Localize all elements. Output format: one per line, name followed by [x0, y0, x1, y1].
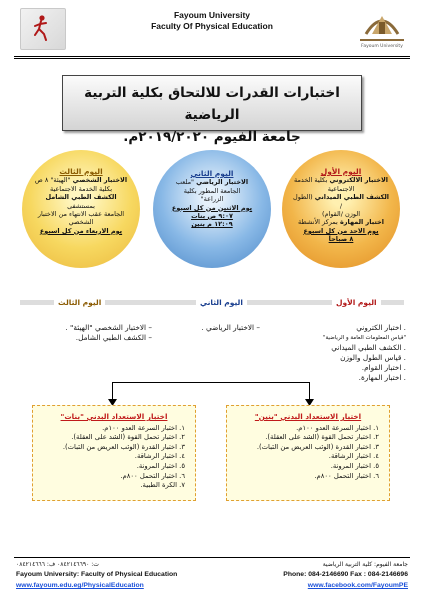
list-item: . اختبار القوام.	[361, 363, 406, 372]
page-title-box	[62, 75, 362, 145]
day1-time: ٨ صباحاً	[328, 235, 354, 244]
facebook-page-link[interactable]: www.facebook.com/FayoumPE	[307, 582, 408, 589]
day1-schedule: يوم الاحد من كل اسبوع	[303, 226, 379, 235]
list-item: ٥. اختبار المرونة.	[330, 461, 379, 470]
footer-faculty-en: Fayoum University: Faculty of Physical Education	[16, 571, 178, 578]
list-item: ٦. اختبار التحمل ٨٠٠م.	[314, 471, 379, 480]
list-item: ٥. اختبار المرونة.	[136, 461, 185, 470]
day1-circle	[282, 150, 400, 268]
list-item: . الكشف الطبي الميداني	[331, 343, 406, 352]
day2-time-girls: ٩:٠٧ ص بنات	[191, 212, 233, 221]
day2-line-2: الجامعة المطور بكلية	[183, 186, 241, 195]
section-day1-label: اليوم الأول	[332, 298, 381, 307]
girls-physical-tests-box	[32, 405, 196, 501]
boys-physical-tests-box	[226, 405, 390, 501]
list-item: ١. اختبار السرعة العدو ١٠٠م.	[102, 423, 185, 432]
footer-divider	[14, 557, 410, 558]
day1-line-2: الاجتماعية	[327, 184, 355, 193]
header-divider-2	[14, 58, 410, 59]
girls-box-title: اختبار الاستعداد البدني "بنات"	[60, 412, 168, 421]
list-item: ٤. اختبار الرشاقة.	[328, 452, 379, 461]
list-item: ٣. اختبار القدرة (الوثب العريض من الثبات).	[256, 442, 379, 451]
boys-box-title: اختبار الاستعداد البدني "بنين"	[254, 412, 362, 421]
list-item: – الاختبار الشخصي "الهيئة" .	[65, 323, 152, 332]
day1-test-list	[276, 323, 406, 383]
list-item: ٣. اختبار القدرة (الوثب العريض من الثبات).	[62, 442, 185, 451]
footer-phone-en: Phone: 084-2146690 Fax : 084-2146696	[283, 571, 408, 578]
list-item: . اختبار المهارة.	[358, 373, 406, 382]
section-day3-label: اليوم الثالث	[54, 298, 105, 307]
day2-circle	[153, 150, 271, 268]
day2-heading: اليوم الثاني	[190, 169, 234, 178]
day1-line-3: الكشف الطبي الميداني (الطول /	[292, 193, 390, 210]
section-day2-label: اليوم الثاني	[196, 298, 247, 307]
list-item: ١. اختبار السرعة العدو ١٠٠م.	[296, 423, 379, 432]
day3-schedule: يوم الاربعاء من كل اسبوع	[39, 226, 123, 235]
list-item: ٢. اختبار تحمل القوة (الشد على العقلة).	[265, 433, 379, 442]
list-item: ٦. اختبار التحمل ٨٠٠م.	[120, 471, 185, 480]
day1-line-5: اختبار المهارة بمركز الأنشطة	[298, 218, 384, 227]
footer-phone-ar: ت: ٠٨٤٢١٤٦٦٩٠ ف: ٠٨٤٢١٤٦٦٦	[16, 561, 99, 568]
day3-line-1: الاختبار الشخصي "الهيئة" ٨ ص	[34, 176, 128, 185]
university-name: Fayoum University	[173, 10, 251, 20]
connector-line	[112, 382, 310, 383]
day3-test-list	[20, 323, 152, 343]
day3-line-4: الجامعة عقب الانتهاء من الاختبار	[37, 210, 125, 219]
fayoum-university-logo	[352, 4, 412, 48]
faculty-website-link[interactable]: www.fayoum.edu.eg/PhysicalEducation	[16, 582, 144, 589]
list-item: ٧. الكرة الطبية.	[140, 481, 185, 490]
title-line-1: اختبارات القدرات للالتحاق بكلية التربية الرياضية	[84, 85, 340, 123]
title-line-2: جامعة الفيوم ٢٠١٩/٢٠٢٠م.	[123, 129, 301, 145]
day1-line-4: الوزن /القوام)	[321, 210, 361, 219]
day2-line-1: الاختبار الرياضي "ملعب	[175, 178, 249, 187]
day2-test-list	[170, 323, 260, 333]
footer-address-ar: جامعة الفيوم: كلية التربية الرياضية	[322, 561, 408, 568]
faculty-name: Faculty Of Physical Education	[151, 21, 273, 31]
day1-heading: اليوم الأول	[320, 167, 362, 176]
list-item: – الكشف الطبي الشامل.	[75, 333, 152, 342]
list-item: – الاختبار الرياضي .	[201, 323, 260, 332]
day3-line-3: الكشف الطبي الشامل بمستشفى	[45, 193, 117, 210]
header-divider	[14, 56, 410, 57]
list-item: ٢. اختبار تحمل القوة (الشد على العقلة).	[71, 433, 185, 442]
list-item: ٤. اختبار الرشاقة.	[134, 452, 185, 461]
day2-time-boys: ١٢:٠٩ م بنين	[191, 220, 233, 229]
day2-schedule: يوم الاثنين من كل اسبوع	[171, 203, 253, 212]
day3-line-2: بكلية الخدمة الاجتماعية	[49, 184, 113, 193]
list-item: . اختبار الكتروني	[356, 323, 406, 332]
day2-line-3: الزراعة"	[200, 195, 224, 204]
logo-caption: Fayoum University	[361, 44, 403, 49]
list-item-note: "قياس المعلومات العامة و الرياضية"	[322, 335, 406, 341]
day1-line-1: الاختبار الالكتروني بكلية الخدمة	[293, 176, 389, 185]
day3-heading: اليوم الثالث	[59, 167, 103, 176]
list-item: . قياس الطول والوزن	[340, 353, 406, 362]
day3-line-5: الشخصي	[68, 218, 94, 227]
day3-circle	[22, 150, 140, 268]
